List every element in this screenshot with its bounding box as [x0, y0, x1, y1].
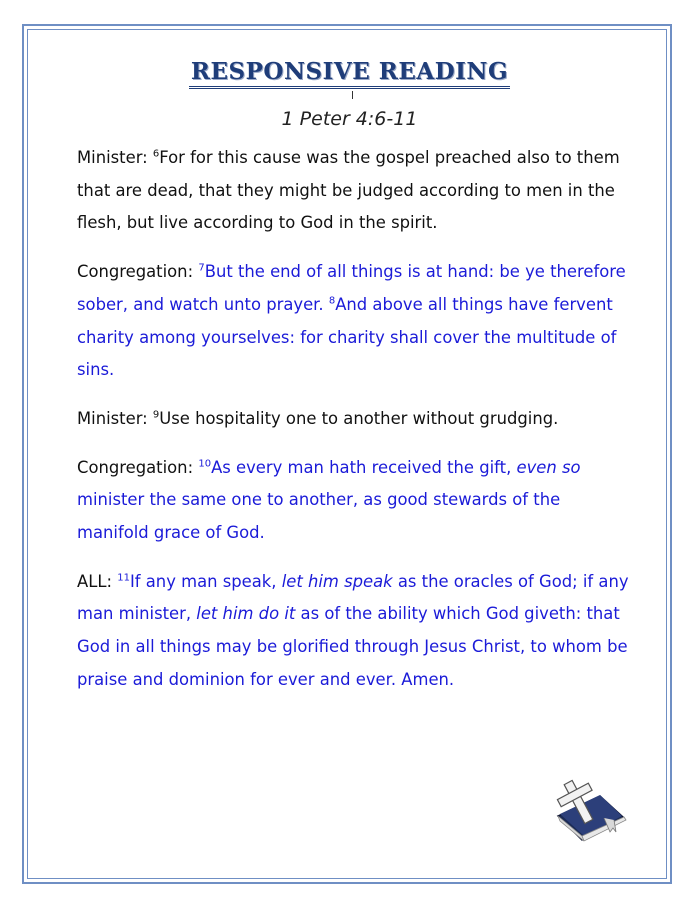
verse-number: 6: [152, 148, 160, 160]
page-title-text: RESPONSIVE READING: [189, 58, 510, 89]
speaker-label: Congregation:: [77, 262, 194, 282]
page-title: [0, 58, 699, 85]
verse-number: 11: [117, 572, 130, 584]
verse-text: For for this cause was the gospel preached also to them that are dead, that they might be judged according to men in the flesh, but live according to God in the spirit.: [77, 148, 620, 233]
verse-number: 8: [328, 295, 336, 307]
verse-text: And above all things have fervent charity among yourselves: for charity shall cover the multitude of sins.: [77, 294, 617, 380]
verse-text: Use hospitality one to another without grudging.: [159, 408, 559, 428]
verse-italic-text: let him speak: [281, 571, 393, 591]
reading-paragraph-minister-1: [77, 142, 637, 240]
reading-paragraph-all: [77, 566, 637, 697]
speaker-label: ALL:: [77, 571, 112, 591]
verse-italic-text: let him do it: [196, 604, 296, 624]
scripture-reference: 1 Peter 4:6-11: [281, 108, 418, 130]
verse-text: But the end of all things is at hand: be ye therefore sober, and watch unto prayer.: [77, 262, 626, 314]
verse-text: As every man hath received the gift,: [211, 457, 517, 477]
reading-body: [77, 142, 637, 713]
verse-text: If any man speak,: [129, 571, 282, 591]
verse-number: 7: [198, 262, 205, 274]
speaker-label: Minister:: [77, 408, 148, 428]
verse-text: as of the ability which God giveth: that God in all things may be glorified through Jesus Christ, to whom be praise and dominion for ever and ever. Amen.: [77, 604, 628, 689]
reading-paragraph-congregation-2: [77, 452, 637, 550]
verse-text: as the oracles of God; if any man minister,: [77, 571, 629, 624]
verse-number: 10: [198, 458, 212, 470]
verse-text: minister the same one to another, as good stewards of the manifold grace of God.: [77, 490, 561, 543]
verse-italic-text: even so: [516, 457, 581, 477]
speaker-label: Congregation:: [77, 457, 194, 477]
reading-paragraph-congregation-1: [77, 256, 637, 387]
bible-cross-icon: [540, 778, 630, 843]
text-cursor: [352, 91, 353, 99]
verse-number: 9: [152, 409, 160, 421]
reading-paragraph-minister-2: [77, 403, 637, 436]
speaker-label: Minister:: [77, 148, 148, 167]
